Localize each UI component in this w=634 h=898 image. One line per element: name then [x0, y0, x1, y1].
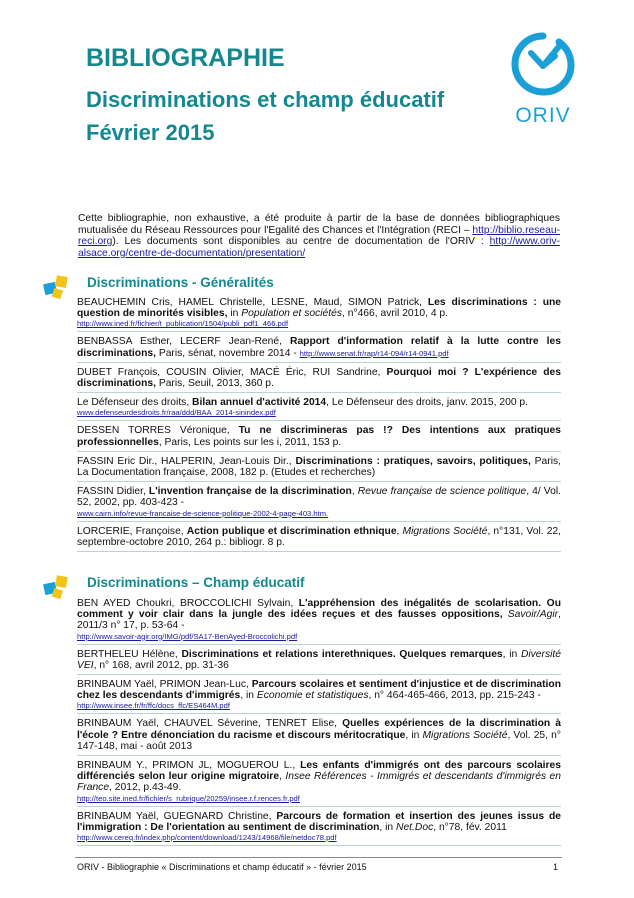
bibliography-entry	[77, 718, 561, 752]
entry-authors: BRINBAUM Y., PRIMON JL, MOGUEROU L.,	[77, 760, 301, 772]
entry-title: Pourquoi moi ? L'expérience des discriminations,	[77, 366, 561, 390]
oriv-logo	[503, 22, 583, 132]
entry-title: L'appréhension des inégalités de scolarisation. Ou comment y voir clair dans la jungle des idées reçues et des fausses oppositions,	[77, 598, 561, 621]
entry-title: L'invention française de la discrimination	[148, 486, 352, 498]
bibliography-entry	[77, 367, 561, 389]
entry-divider	[77, 521, 561, 522]
entry-link[interactable]: http://www.savoir-agir.org/IMG/pdf/SA17-BenAyed-Broccolichi.pdf	[77, 631, 298, 641]
entry-details: , n° 168, avril 2012, pp. 31-36	[93, 659, 229, 671]
entry-connector: ,	[351, 486, 358, 498]
oriv-doc-link[interactable]: http://www.oriv-alsace.org/centre-de-documentation/presentation/	[78, 236, 560, 259]
bibliography-entry	[77, 297, 561, 328]
entry-connector: , in	[405, 729, 423, 741]
page-number: 1	[553, 862, 559, 872]
entry-divider	[77, 806, 561, 807]
entry-link[interactable]: http://www.cereq.fr/index.php/content/download/1243/14968/file/netdoc78.pdf	[77, 833, 337, 843]
entries-champ-educatif	[77, 598, 561, 850]
entry-divider	[77, 674, 561, 675]
bibliography-entry	[77, 649, 561, 671]
entry-journal: Economie et statistiques	[256, 690, 369, 702]
entry-divider	[77, 845, 561, 846]
entry-connector: ,	[396, 525, 403, 537]
entry-journal: Diversité VEI	[77, 648, 561, 671]
entries-generalites	[77, 297, 561, 556]
entry-details: , n°466, avril 2010, 4 p.	[342, 308, 449, 320]
entry-authors: BEN AYED Choukri, BROCCOLICHI Sylvain,	[77, 598, 299, 609]
entry-details: , Le Défenseur des droits, janv. 2015, 200 p.	[326, 397, 528, 409]
footer-divider	[75, 857, 562, 858]
entry-link[interactable]: www.defenseurdesdroits.fr/raa/ddd/BAA_2014-sinindex.pdf	[77, 408, 276, 418]
entry-authors: FASSIN Didier,	[77, 486, 149, 498]
section-title: Discriminations – Champ éducatif	[87, 575, 305, 590]
entry-details: , n°78, fév. 2011	[433, 821, 507, 833]
entry-journal: Savoir/Agir	[507, 609, 559, 621]
page-title: BIBLIOGRAPHIE	[86, 44, 285, 72]
page-date: Février 2015	[86, 120, 215, 145]
entry-journal: Migrations Société	[402, 525, 488, 537]
entry-title: Discriminations et relations interethniques. Quelques remarques	[181, 648, 503, 660]
entry-details: , 2011/3 n° 17, p. 53-64 -	[77, 609, 561, 632]
entry-title: Les enfants d'immigrés ont des parcours scolaires différenciés selon leur origine migratoire	[77, 760, 562, 783]
entry-title: Tu ne discrimineras pas !? Des intentions aux pratiques professionnelles	[77, 425, 561, 448]
entry-link[interactable]: www.cairn.info/revue-francaise-de-science-politique-2002-4-page-403.htm.	[77, 508, 329, 518]
entry-details: Paris, La Documentation française, 2008, 182 p. (Etudes et recherches)	[77, 455, 561, 479]
page-subtitle: Discriminations et champ éducatif	[86, 87, 445, 112]
entry-details: , 2012, p.43-49.	[109, 782, 182, 794]
entry-link[interactable]: http://www.ined.fr/fichier/t_publication/1504/publi_pdf1_466.pdf	[77, 319, 289, 329]
entry-details: , n°131, Vol. 22, septembre-octobre 2010, 264 p.: bibliogr. 8 p.	[77, 525, 562, 548]
entry-title: Quelles expériences de la discrimination à l'école ? Entre dénonciation du racisme et discours méritocratique	[77, 718, 561, 741]
entry-connector: , in	[502, 648, 521, 660]
entry-title: Bilan annuel d'activité 2014	[192, 397, 327, 409]
entry-title: Parcours scolaires et sentiment d'injustice et de discrimination chez les descendants d'immigrés	[77, 679, 561, 702]
entry-divider	[77, 481, 561, 482]
bibliography-entry	[77, 486, 561, 517]
entry-link[interactable]: http://www.senat.fr/rap/r14-094/r14-0941.pdf	[299, 348, 449, 358]
entry-title: Parcours de formation et insertion des jeunes issus de l'immigration : De l'orientation au sentiment de discrimination	[77, 810, 561, 833]
entry-details: , Paris, Les points sur les i, 2011, 153 p.	[158, 436, 342, 448]
intro-paragraph	[78, 213, 560, 259]
entry-divider	[77, 755, 561, 756]
entry-journal: Insee Références - Immigrés et descendants d'immigrés en France	[77, 771, 561, 794]
bibliography-entry	[77, 760, 561, 803]
entry-link[interactable]: http://www.insee.fr/fr/ffc/docs_ffc/ES464M.pdf	[77, 701, 230, 711]
section-title: Discriminations - Généralités	[87, 275, 274, 290]
entry-divider	[77, 551, 561, 552]
entry-connector: ,	[279, 771, 286, 783]
entry-divider	[77, 420, 561, 421]
entry-details: , n° 464-465-466, 2013, pp. 215-243 -	[368, 690, 541, 702]
oriv-logo-icon	[503, 22, 583, 104]
entry-authors: BEAUCHEMIN Cris, HAMEL Christelle, LESNE, Maud, SIMON Patrick,	[77, 297, 428, 308]
bibliography-entry	[77, 526, 561, 548]
reci-link[interactable]: http://biblio.reseau-reci.org	[78, 224, 560, 248]
entry-title: Les discriminations : une question de minorités visibles,	[77, 297, 561, 320]
section-marker-icon	[38, 571, 78, 605]
entry-authors: BENBASSA Esther, LECERF Jean-René,	[77, 336, 291, 348]
entry-link[interactable]: http://teo.site.ined.fr/fichier/s_rubrique/20259/insee.r.f.rences.fr.pdf	[77, 793, 300, 803]
entry-divider	[77, 451, 561, 452]
entry-connector: , in	[240, 690, 257, 702]
entry-journal: Population et sociétés	[241, 308, 342, 320]
intro-text-2: ). Les documents sont disponibles au centre de documentation de l'ORIV :	[112, 236, 490, 248]
entry-authors: BRINBAUM Yaël, PRIMON Jean-Luc,	[77, 679, 252, 691]
entry-divider	[77, 392, 561, 393]
entry-journal: Revue française de science politique	[357, 486, 527, 498]
entry-divider	[77, 644, 561, 645]
bibliography-entry	[77, 456, 561, 478]
entry-authors: Le Défenseur des droits,	[77, 397, 193, 409]
entry-details: , 4/ Vol. 52, 2002, pp. 403-423 -	[77, 486, 561, 509]
entry-details: , Vol. 25, n° 147-148, mai - août 2013	[77, 729, 561, 752]
entry-journal: Migrations Société	[422, 729, 508, 741]
intro-text-1: Cette bibliographie, non exhaustive, a été produite à partir de la base de données bibliographiques mutualisée du Réseau Ressources pour l'Egalité des Chances et l'Intégration (RECI –	[78, 213, 560, 236]
entry-details: Paris, Seuil, 2013, 360 p.	[155, 378, 274, 390]
entry-authors: FASSIN Eric Dir., HALPERIN, Jean-Louis Dir.,	[77, 455, 296, 467]
entry-authors: BERTHELEU Hélène,	[77, 648, 182, 660]
entry-connector: in	[227, 308, 242, 320]
bibliography-entry	[77, 598, 561, 641]
entry-title: Action publique et discrimination ethnique	[186, 525, 397, 537]
bibliography-entry	[77, 811, 561, 842]
entry-divider	[77, 362, 561, 363]
entry-connector: , in	[379, 821, 397, 833]
bibliography-entry	[77, 397, 561, 417]
entry-title: Rapport d'information relatif à la lutte contre les discriminations,	[77, 336, 561, 359]
footer-text: ORIV - Bibliographie « Discriminations et champ éducatif » - février 2015	[77, 862, 367, 872]
entry-authors: DUBET François, COUSIN Olivier, MACÉ Éric, RUI Sandrine,	[77, 366, 387, 378]
entry-authors: LORCERIE, Françoise,	[77, 525, 187, 537]
bibliography-entry	[77, 425, 561, 447]
bibliography-entry	[77, 679, 561, 710]
entry-authors: DESSEN TORRES Véronique,	[77, 425, 239, 437]
entry-journal: Net.Doc	[396, 821, 434, 833]
entry-authors: BRINBAUM Yaël, CHAUVEL Séverine, TENRET Elise,	[77, 718, 343, 730]
section-marker-icon	[38, 271, 78, 305]
entry-details: Paris, sénat, novembre 2014 -	[155, 347, 300, 359]
entry-divider	[77, 713, 561, 714]
logo-text: ORIV	[515, 104, 571, 127]
entry-authors: BRINBAUM Yaël, GUEGNARD Christine,	[77, 810, 277, 822]
bibliography-entry	[77, 336, 561, 358]
entry-divider	[77, 331, 561, 332]
entry-title: Discriminations : pratiques, savoirs, politiques,	[295, 455, 531, 467]
